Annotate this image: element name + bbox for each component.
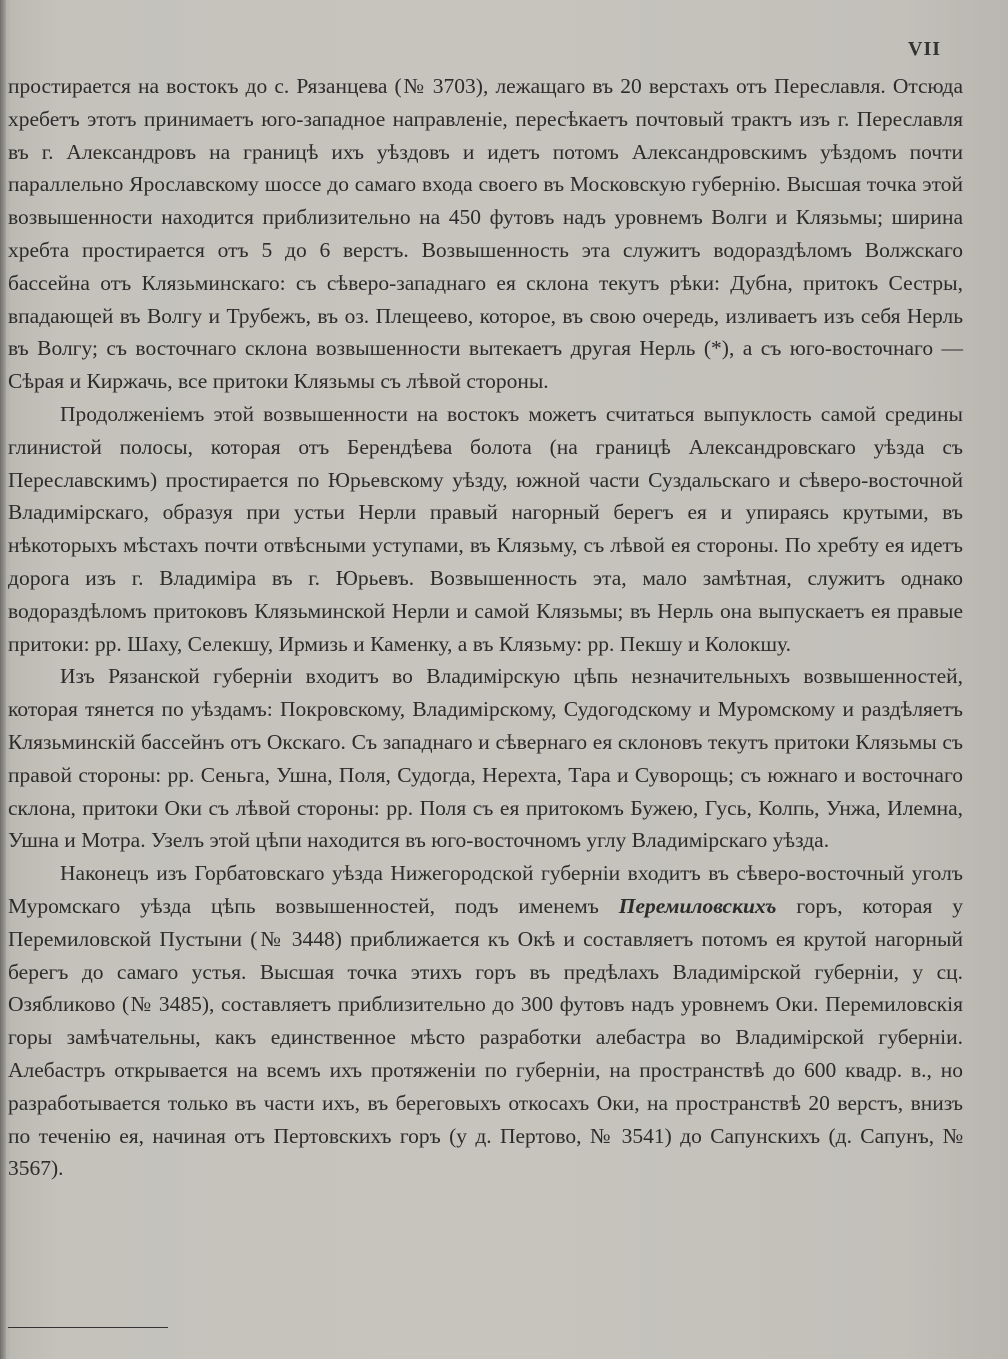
emphasized-term: Перемиловскихъ: [618, 893, 777, 918]
paragraph-2: Продолженіемъ этой возвышенности на востокъ можетъ считаться выпуклость самой средины глинистой полосы, которая отъ Берендѣева болота (на границѣ Александровскаго уѣзда съ Переславскимъ) простирается по Юрьевскому уѣзду, южной части Суздальскаго и сѣверо-восточной Владимірскаго, образуя при устьи Нерли правый нагорный берегъ ея и упираясь крутыми, въ нѣкоторыхъ мѣстахъ почти отвѣсными уступами, въ Клязьму, съ лѣвой ея стороны. По хребту ея идетъ дорога изъ г. Владиміра въ г. Юрьевъ. Возвышенность эта, мало замѣтная, служитъ однако водораздѣломъ притоковъ Клязьминской Нерли и самой Клязьмы; въ Нерль она выпускаетъ ея правые притоки: рр. Шаху, Селекшу, Ирмизь и Каменку, а въ Клязьму: рр. Пекшу и Колокшу.: [8, 401, 963, 656]
footnote-rule: [8, 1327, 168, 1328]
paragraph-4-end: горъ, которая у Перемиловской Пустыни (№ 3448) приближается къ Окѣ и составляетъ потомъ ея крутой нагорный берегъ до самаго устья. Высшая точка этихъ горъ въ предѣлахъ Владимірской губерніи, у сц. Озябликово (№ 3485), составляетъ приблизительно до 300 футовъ надъ уровнемъ Оки. Перемиловскія горы замѣчательны, какъ единственное мѣсто разработки алебастра во Владимірской губерніи. Алебастръ открывается на всемъ ихъ протяженіи по губерніи, на пространствѣ до 600 квадр. в., но разработывается только въ части ихъ, въ береговыхъ откосахъ Оки, на пространствѣ 20 верстъ, внизъ по теченію ея, начиная отъ Пертовскихъ горъ (у д. Пертово, № 3541) до Сапунскихъ (д. Сапунъ, № 3567).: [8, 893, 963, 1181]
paragraph-4: [8, 857, 963, 1185]
page-number: VII: [908, 38, 942, 60]
paragraph-3: Изъ Рязанской губерніи входитъ во Владимірскую цѣпь незначительныхъ возвышенностей, которая тянется по уѣздамъ: Покровскому, Владимірскому, Судогодскому и Муромскому и раздѣляетъ Клязьминскій бассейнъ отъ Окскаго. Съ западнаго и сѣвернаго ея склоновъ текутъ притоки Клязьмы съ правой стороны: рр. Сеньга, Ушна, Поля, Судогда, Нерехта, Тара и Суворощь; съ южнаго и восточнаго склона, притоки Оки съ лѣвой стороны: рр. Поля съ ея притокомъ Бужею, Гусь, Колпь, Унжа, Илемна, Ушна и Мотра. Узелъ этой цѣпи находится въ юго-восточномъ углу Владимірскаго уѣзда.: [8, 664, 963, 853]
page-body-text: [8, 70, 963, 1185]
paragraph-4-start: Наконецъ изъ Горбатовскаго уѣзда Нижегородской губерніи входитъ въ сѣверо-восточный уголъ Муромскаго уѣзда цѣпь возвышенностей, подъ именемъ: [8, 861, 963, 918]
page-gutter-shadow: [0, 0, 6, 1359]
paragraph-1: простирается на востокъ до с. Рязанцева (№ 3703), лежащаго въ 20 верстахъ отъ Переславля. Отсюда хребетъ этотъ принимаетъ юго-западное направленіе, пересѣкаетъ почтовый трактъ изъ г. Переславля въ г. Александровъ на границѣ ихъ уѣздовъ и идетъ потомъ Александровскимъ уѣздомъ почти параллельно Ярославскому шоссе до самаго входа своего въ Московскую губернію. Высшая точка этой возвышенности находится приблизительно на 450 футовъ надъ уровнемъ Волги и Клязьмы; ширина хребта простирается отъ 5 до 6 верстъ. Возвышенность эта служитъ водораздѣломъ Волжскаго бассейна отъ Клязьминскаго: съ сѣверо-западнаго ея склона текутъ рѣки: Дубна, притокъ Сестры, впадающей въ Волгу и Трубежъ, въ оз. Плещеево, которое, въ свою очередь, изливаетъ изъ себя Нерль въ Волгу; съ восточнаго склона возвышенности вытекаетъ другая Нерль (*), а съ юго-восточнаго — Сѣрая и Киржачь, все притоки Клязьмы съ лѣвой стороны.: [8, 74, 963, 394]
